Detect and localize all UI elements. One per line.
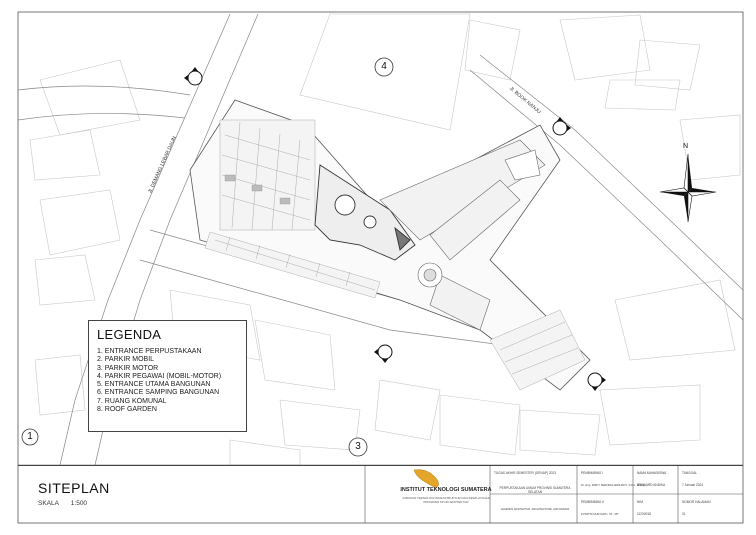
tb-nim-value: 11200018 (637, 512, 651, 516)
institution-line: PROGRAM STUDI ARSITEKTUR (423, 500, 469, 504)
legend-item: 1. ENTRANCE PERPUSTAKAAN (97, 348, 202, 355)
site-number-3: 3 (355, 441, 361, 452)
legend-item: 8. ROOF GARDEN (97, 406, 157, 414)
site-number-1: 1 (27, 431, 33, 442)
scale-row (38, 500, 97, 507)
title-block (18, 465, 743, 524)
site-number-4: 4 (381, 61, 387, 72)
legend-item: 4. PARKIR PEGAWAI (MOBIL-MOTOR) (97, 372, 222, 380)
tb-student-label: NAMA MAHASISWA (637, 471, 667, 475)
tb-project-title: PERPUSTAKAAN UMUM PROVINSI SUMATERA SELATAN (499, 486, 571, 494)
tb-student-name: BERNARD ANDIKA (637, 483, 666, 487)
tb-page-value: 01 (682, 512, 686, 516)
legend-item: 2. PARKIR MOBIL (97, 356, 155, 364)
tb-advisor2-name: PUSPITA NURYANTI, ST., MT (581, 512, 619, 516)
tb-course: TUGAS AKHIR SEMESTER (GENAP) 2023 (494, 471, 556, 475)
tb-project-sub: LEGENDS ARSITEKTUR, ARCHITECTURE, AND DESIGN (500, 508, 570, 511)
tb-advisor-label: PEMBIMBING I (581, 471, 604, 475)
legend-panel (88, 320, 247, 432)
legend-item: 6. ENTRANCE SAMPING BANGUNAN (97, 389, 220, 397)
scale-value: 1:500 (70, 500, 88, 507)
institution-line: JURUSAN TEKNOLOGI INFRASTRUKTUR DAN KEWILAYAHAN (402, 496, 490, 500)
drawing-title: SITEPLAN (38, 480, 110, 496)
institution-name: INSTITUT TEKNOLOGI SUMATERA (400, 487, 492, 493)
tb-page-label: NOMOR HALAMAN (682, 500, 711, 504)
tb-nim-label: NIM (637, 500, 643, 504)
legend-item: 7. RUANG KOMUNAL (97, 397, 167, 405)
institution-subtitle (384, 496, 508, 504)
tb-advisor-name: Dr. Eng. RIZKY FERNINA ARDHANY, S.Pd., M.Eng (581, 483, 645, 487)
street-label-left: Jl. DEMANG LEBAR DAUN (147, 135, 178, 195)
scale-label: SKALA (38, 500, 59, 507)
legend-list (97, 348, 221, 414)
tb-date-label: TANGGAL (682, 471, 697, 475)
tb-date-value: 7 Januari 2024 (682, 483, 704, 487)
legend-item: 3. PARKIR MOTOR (97, 364, 159, 372)
north-arrow-icon (660, 154, 716, 222)
north-label: N (683, 143, 689, 150)
legend-title: LEGENDA (97, 327, 162, 342)
tb-advisor2-label: PEMBIMBING II (581, 500, 605, 504)
legend-item: 5. ENTRANCE UTAMA BANGUNAN (97, 381, 211, 389)
parking-mobil-area (220, 120, 315, 230)
street-label-right: Jl. BOOK NANJU (508, 85, 542, 116)
